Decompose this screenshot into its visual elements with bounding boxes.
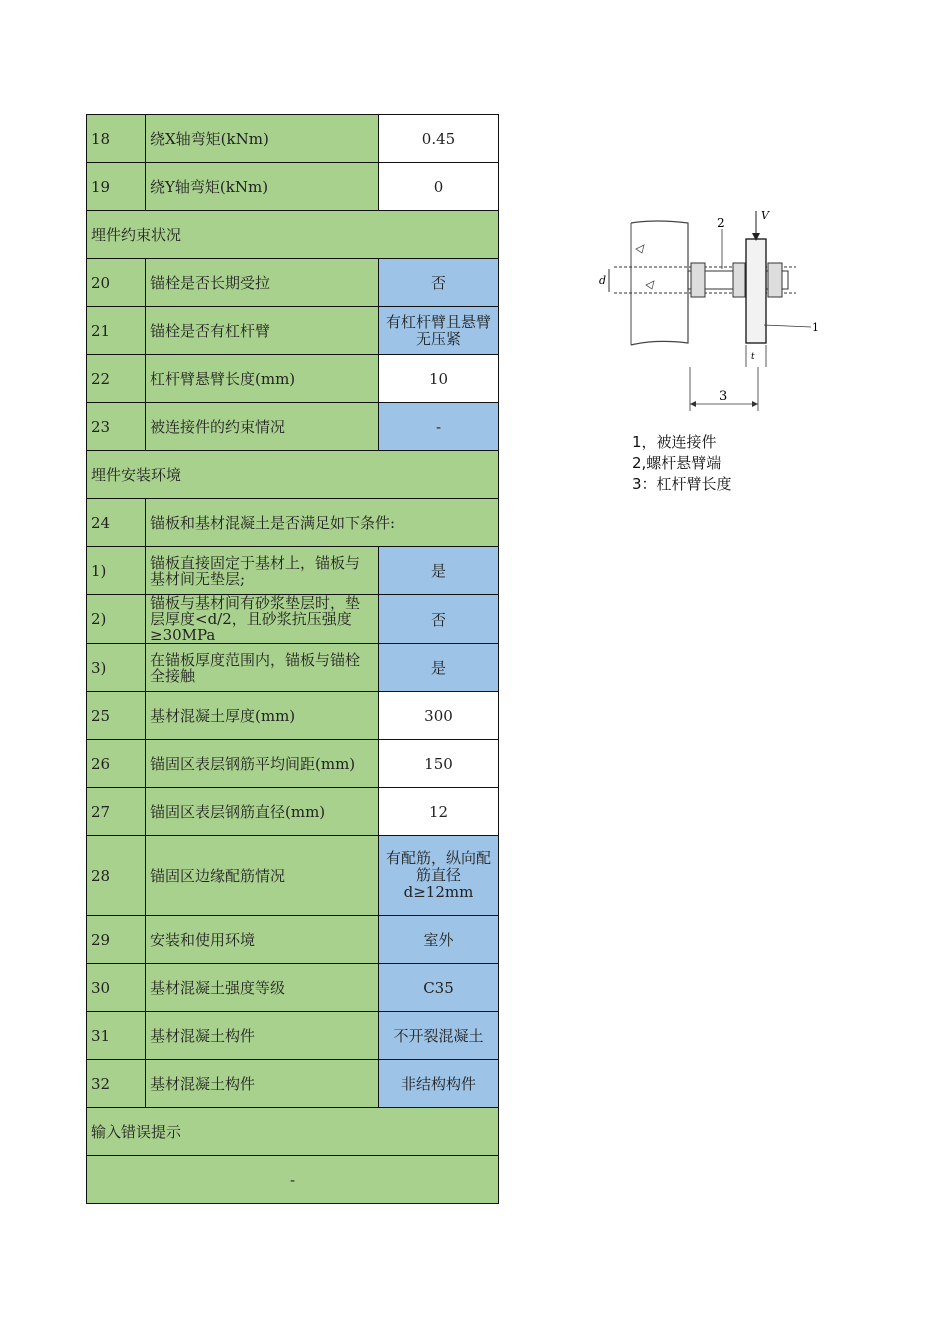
- table-row: [87, 115, 499, 163]
- table-row: [87, 1012, 499, 1060]
- legend-item: 1，被连接件: [632, 433, 717, 451]
- row-label: 绕X轴弯矩(kNm): [146, 115, 379, 163]
- table-row: [87, 916, 499, 964]
- table-row: [87, 451, 499, 499]
- row-value[interactable]: 150: [379, 740, 499, 788]
- row-value[interactable]: 否: [379, 595, 499, 644]
- row-label: 锚栓是否长期受拉: [146, 259, 379, 307]
- row-value[interactable]: 不开裂混凝土: [379, 1012, 499, 1060]
- row-value[interactable]: 有配筋，纵向配筋直径d≥12mm: [379, 836, 499, 916]
- row-label: 被连接件的约束情况: [146, 403, 379, 451]
- table-row: [87, 1156, 499, 1204]
- table-row: [87, 499, 499, 547]
- row-number: 21: [87, 307, 146, 355]
- row-label: 杠杆臂悬臂长度(mm): [146, 355, 379, 403]
- row-label: 锚固区边缘配筋情况: [146, 836, 379, 916]
- row-label: 锚固区表层钢筋平均间距(mm): [146, 740, 379, 788]
- row-value[interactable]: 300: [379, 692, 499, 740]
- table-row: [87, 403, 499, 451]
- table-row: [87, 788, 499, 836]
- row-number: 26: [87, 740, 146, 788]
- section-header: 输入错误提示: [87, 1108, 499, 1156]
- row-label: 锚板与基材间有砂浆垫层时，垫层厚度<d/2，且砂浆抗压强度≥30MPa: [146, 595, 379, 644]
- table-row: [87, 964, 499, 1012]
- row-label: 锚板直接固定于基材上，锚板与基材间无垫层;: [146, 547, 379, 595]
- row-label: 在锚板厚度范围内，锚板与锚栓全接触: [146, 644, 379, 692]
- row-label: 安装和使用环境: [146, 916, 379, 964]
- legend-item: 3：杠杆臂长度: [632, 475, 732, 493]
- table-row: [87, 1108, 499, 1156]
- table-row: [87, 595, 499, 644]
- table-row: [87, 1060, 499, 1108]
- row-label: 基材混凝土厚度(mm): [146, 692, 379, 740]
- input-table: [86, 114, 499, 1204]
- row-label: 锚板和基材混凝土是否满足如下条件:: [146, 499, 499, 547]
- row-number: 30: [87, 964, 146, 1012]
- section-header: 埋件安装环境: [87, 451, 499, 499]
- row-value[interactable]: C35: [379, 964, 499, 1012]
- lever-arm-diagram: [596, 205, 818, 420]
- row-value[interactable]: -: [379, 403, 499, 451]
- table-row: [87, 740, 499, 788]
- row-label: 基材混凝土构件: [146, 1060, 379, 1108]
- row-label: 基材混凝土强度等级: [146, 964, 379, 1012]
- row-number: 1): [87, 547, 146, 595]
- row-number: 22: [87, 355, 146, 403]
- label-v: V: [761, 209, 769, 222]
- table-row: [87, 547, 499, 595]
- table-row: [87, 355, 499, 403]
- table-row: [87, 307, 499, 355]
- row-value[interactable]: 有杠杆臂且悬臂无压紧: [379, 307, 499, 355]
- row-number: 2): [87, 595, 146, 644]
- row-label: 基材混凝土构件: [146, 1012, 379, 1060]
- row-label: 锚固区表层钢筋直径(mm): [146, 788, 379, 836]
- row-label: 绕Y轴弯矩(kNm): [146, 163, 379, 211]
- label-3: 3: [719, 389, 728, 404]
- row-value[interactable]: 0.45: [379, 115, 499, 163]
- row-value[interactable]: 否: [379, 259, 499, 307]
- row-number: 24: [87, 499, 146, 547]
- row-value[interactable]: 是: [379, 644, 499, 692]
- row-value[interactable]: 非结构构件: [379, 1060, 499, 1108]
- row-number: 3): [87, 644, 146, 692]
- label-1: 1: [812, 321, 819, 334]
- row-number: 23: [87, 403, 146, 451]
- row-number: 32: [87, 1060, 146, 1108]
- row-number: 19: [87, 163, 146, 211]
- row-value[interactable]: 是: [379, 547, 499, 595]
- row-number: 27: [87, 788, 146, 836]
- table-row: [87, 211, 499, 259]
- label-d: d: [599, 274, 607, 287]
- legend-item: 2,螺杆悬臂端: [632, 454, 722, 472]
- row-number: 18: [87, 115, 146, 163]
- row-value[interactable]: 室外: [379, 916, 499, 964]
- table-row: [87, 259, 499, 307]
- row-value[interactable]: 12: [379, 788, 499, 836]
- diagram-legend: [632, 432, 732, 495]
- table-row: [87, 163, 499, 211]
- table-row: [87, 836, 499, 916]
- table-row: [87, 692, 499, 740]
- error-message: -: [87, 1156, 499, 1204]
- table-row: [87, 644, 499, 692]
- row-number: 29: [87, 916, 146, 964]
- row-number: 25: [87, 692, 146, 740]
- row-label: 锚栓是否有杠杆臂: [146, 307, 379, 355]
- section-header: 埋件约束状况: [87, 211, 499, 259]
- row-number: 28: [87, 836, 146, 916]
- row-value[interactable]: 10: [379, 355, 499, 403]
- label-tfix: t: [751, 352, 755, 362]
- label-2: 2: [717, 216, 725, 230]
- row-value[interactable]: 0: [379, 163, 499, 211]
- row-number: 31: [87, 1012, 146, 1060]
- row-number: 20: [87, 259, 146, 307]
